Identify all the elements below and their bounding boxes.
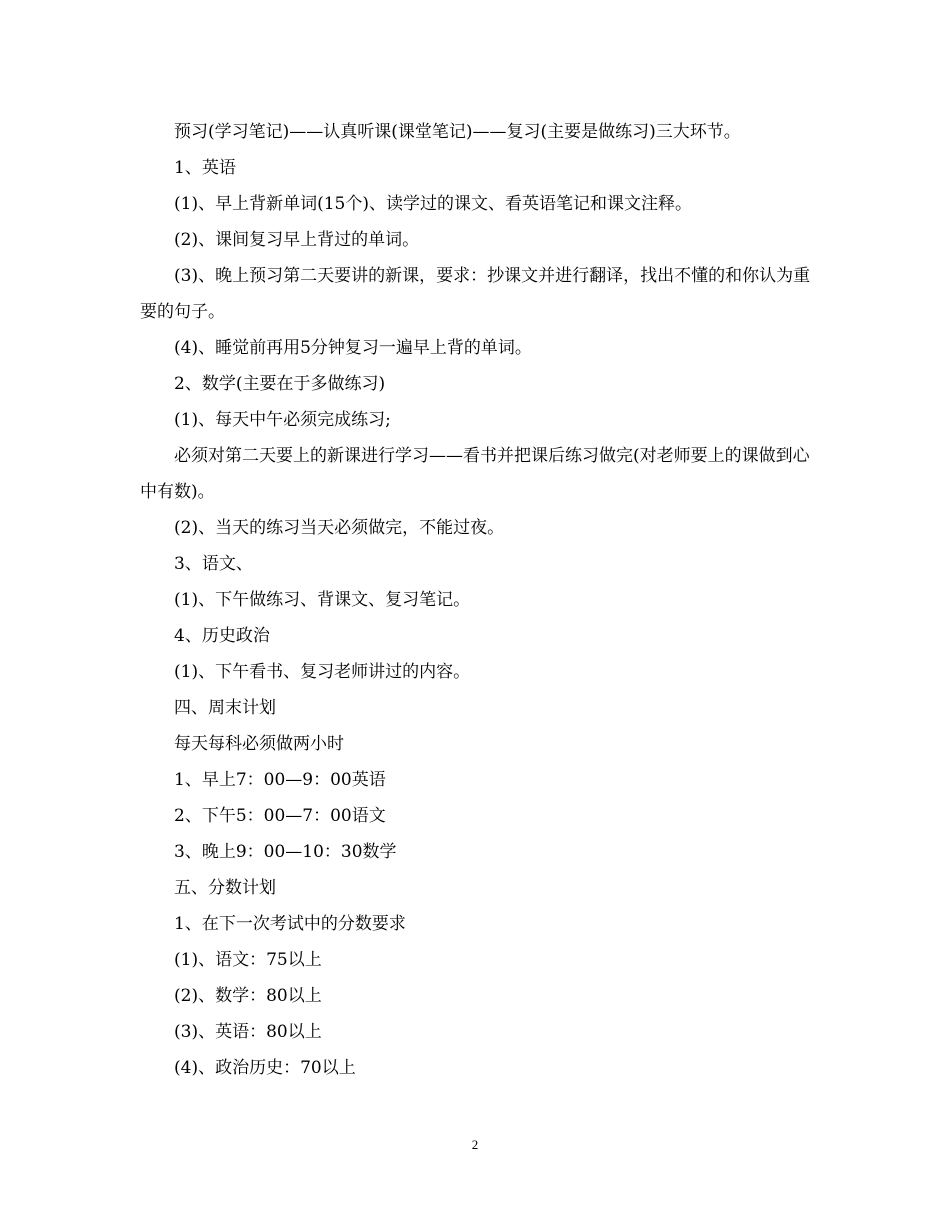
paragraph: 3、语文、 xyxy=(174,554,253,574)
paragraph: 预习(学习笔记)——认真听课(课堂笔记)——复习(主要是做练习)三大环节。 xyxy=(174,122,741,142)
paragraph: 3、晚上9：00—10：30数学 xyxy=(174,842,397,862)
paragraph: 每天每科必须做两小时 xyxy=(174,734,344,754)
paragraph: (2)、数学：80以上 xyxy=(174,986,322,1006)
paragraph: (1)、语文：75以上 xyxy=(174,950,322,970)
page-number: 2 xyxy=(471,1137,479,1152)
paragraph: (3)、英语：80以上 xyxy=(174,1022,322,1042)
paragraph: (1)、下午做练习、背课文、复习笔记。 xyxy=(174,590,471,610)
paragraph: 2、下午5：00—7：00语文 xyxy=(174,806,386,826)
paragraph: (1)、下午看书、复习老师讲过的内容。 xyxy=(174,662,471,682)
paragraph: 五、分数计划 xyxy=(174,878,276,898)
paragraph: 1、在下一次考试中的分数要求 xyxy=(174,914,406,934)
paragraph: (4)、睡觉前再用5分钟复习一遍早上背的单词。 xyxy=(174,338,532,358)
paragraph: (1)、早上背新单词(15个)、读学过的课文、看英语笔记和课文注释。 xyxy=(174,194,692,214)
paragraph: 必须对第二天要上的新课进行学习——看书并把课后练习做完(对老师要上的课做到心中有数)。 xyxy=(140,446,810,502)
paragraph: 1、早上7：00—9：00英语 xyxy=(174,770,386,790)
paragraph: 4、历史政治 xyxy=(174,626,270,646)
paragraph: (2)、课间复习早上背过的单词。 xyxy=(174,230,420,250)
paragraph: (2)、当天的练习当天必须做完，不能过夜。 xyxy=(174,518,505,538)
paragraph: (1)、每天中午必须完成练习; xyxy=(174,410,391,430)
paragraph: (4)、政治历史：70以上 xyxy=(174,1058,356,1078)
paragraph: 四、周末计划 xyxy=(174,698,276,718)
document-body xyxy=(140,114,820,1086)
paragraph: 2、数学(主要在于多做练习) xyxy=(174,374,386,394)
paragraph: (3)、晚上预习第二天要讲的新课，要求：抄课文并进行翻译，找出不懂的和你认为重要的句子。 xyxy=(140,266,811,322)
paragraph: 1、英语 xyxy=(174,158,236,178)
